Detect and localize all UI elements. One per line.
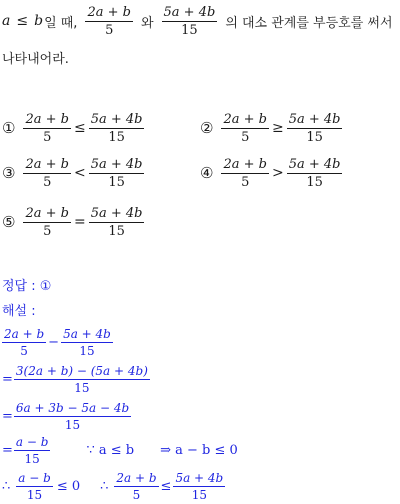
denominator: 15 [181, 22, 198, 38]
relation-symbol: ≤ [160, 478, 172, 494]
numerator: 2a + b [4, 326, 45, 341]
denominator: 15 [108, 174, 125, 190]
numerator: 3(2a + b) − (5a + 4b) [15, 363, 148, 378]
fraction [221, 112, 269, 145]
numerator: 2a + b [116, 470, 157, 485]
denominator: 5 [43, 174, 52, 190]
question-text: 나타내어라. [2, 52, 69, 67]
question-text: 의 대소 관계를 부등호를 써서 [225, 15, 393, 31]
denominator: 15 [74, 380, 90, 395]
relation-symbol: ≤ 0 [56, 478, 81, 494]
option-marker: ① [2, 119, 16, 137]
numerator: 2a + b [25, 205, 69, 221]
fraction [89, 112, 145, 145]
denominator: 15 [191, 487, 207, 502]
solution-label-line [2, 300, 36, 319]
numerator: 2a + b [223, 111, 267, 127]
therefore-symbol: ∴ [100, 478, 109, 494]
numerator: 5a + 4b [90, 156, 143, 172]
question-line-2 [2, 48, 69, 67]
solution-step-2 [2, 361, 150, 397]
denominator: 15 [64, 417, 81, 432]
fraction [89, 206, 145, 239]
denominator: 5 [43, 223, 52, 239]
numerator: 5a + 4b [288, 156, 341, 172]
fraction [2, 327, 46, 358]
option-4[interactable] [200, 155, 342, 191]
option-2[interactable] [200, 110, 342, 146]
denominator: 5 [132, 487, 141, 502]
var-a: a [2, 13, 11, 29]
fraction [23, 112, 71, 145]
because-statement: ∵ a ≤ b [86, 442, 135, 458]
fraction [14, 401, 131, 432]
fraction [61, 327, 113, 358]
numerator: 5a + 4b [175, 470, 224, 485]
fraction [287, 157, 343, 190]
denominator: 15 [24, 451, 40, 466]
option-marker: ④ [200, 164, 214, 182]
relation-symbol: < [73, 165, 86, 181]
var-b: b [34, 13, 44, 29]
question-text: 일 때, [44, 15, 78, 31]
numerator: 2a + b [223, 156, 267, 172]
numerator: 5a + 4b [90, 111, 143, 127]
numerator: 2a + b [87, 4, 131, 20]
denominator: 5 [105, 22, 114, 38]
relation-symbol: ≤ [73, 120, 86, 136]
fraction [23, 157, 71, 190]
equals-sign: = [2, 371, 13, 387]
answer-label: 정답 : ① [2, 279, 52, 294]
solution-label: 해설 : [2, 304, 36, 319]
fraction [162, 5, 218, 38]
operator: − [48, 334, 60, 350]
denominator: 5 [241, 129, 250, 145]
solution-step-4 [2, 432, 238, 468]
numerator: 5a + 4b [288, 111, 341, 127]
denominator: 15 [108, 223, 125, 239]
solution-step-3 [2, 398, 131, 434]
option-3[interactable] [2, 155, 144, 191]
solution-step-5 [2, 468, 225, 504]
denominator: 5 [43, 129, 52, 145]
relation-symbol: > [271, 165, 284, 181]
denominator: 5 [241, 174, 250, 190]
numerator: 6a + 3b − 5a − 4b [15, 400, 130, 415]
denominator: 15 [26, 487, 43, 502]
fraction [89, 157, 145, 190]
fraction [14, 435, 51, 466]
fraction [173, 471, 225, 502]
denominator: 15 [306, 174, 323, 190]
option-5[interactable] [2, 204, 144, 240]
relation-symbol: ≥ [271, 120, 284, 136]
fraction [114, 471, 158, 502]
option-marker: ③ [2, 164, 16, 182]
relation-symbol: = [73, 214, 86, 230]
answer-line [2, 275, 51, 294]
fraction [221, 157, 269, 190]
numerator: a − b [18, 470, 51, 485]
denominator: 15 [108, 129, 125, 145]
equals-sign: = [2, 442, 13, 458]
fraction [16, 471, 53, 502]
equals-sign: = [2, 408, 13, 424]
numerator: 5a + 4b [163, 4, 216, 20]
numerator: 5a + 4b [90, 205, 143, 221]
fraction [85, 5, 133, 38]
fraction [14, 364, 150, 395]
denominator: 5 [20, 343, 28, 358]
denominator: 15 [306, 129, 323, 145]
denominator: 15 [79, 343, 95, 358]
option-marker: ② [200, 119, 214, 137]
question-text: 와 [140, 15, 154, 31]
numerator: 2a + b [25, 111, 69, 127]
relation-symbol: ≤ [16, 13, 29, 29]
question-line-1 [2, 2, 393, 40]
implies-statement: ⇒ a − b ≤ 0 [160, 442, 238, 458]
fraction [287, 112, 343, 145]
therefore-symbol: ∴ [2, 478, 11, 494]
solution-step-1 [2, 324, 113, 360]
numerator: a − b [15, 434, 49, 449]
option-1[interactable] [2, 110, 144, 146]
numerator: 2a + b [25, 156, 69, 172]
numerator: 5a + 4b [63, 326, 111, 341]
option-marker: ⑤ [2, 213, 16, 231]
fraction [23, 206, 71, 239]
